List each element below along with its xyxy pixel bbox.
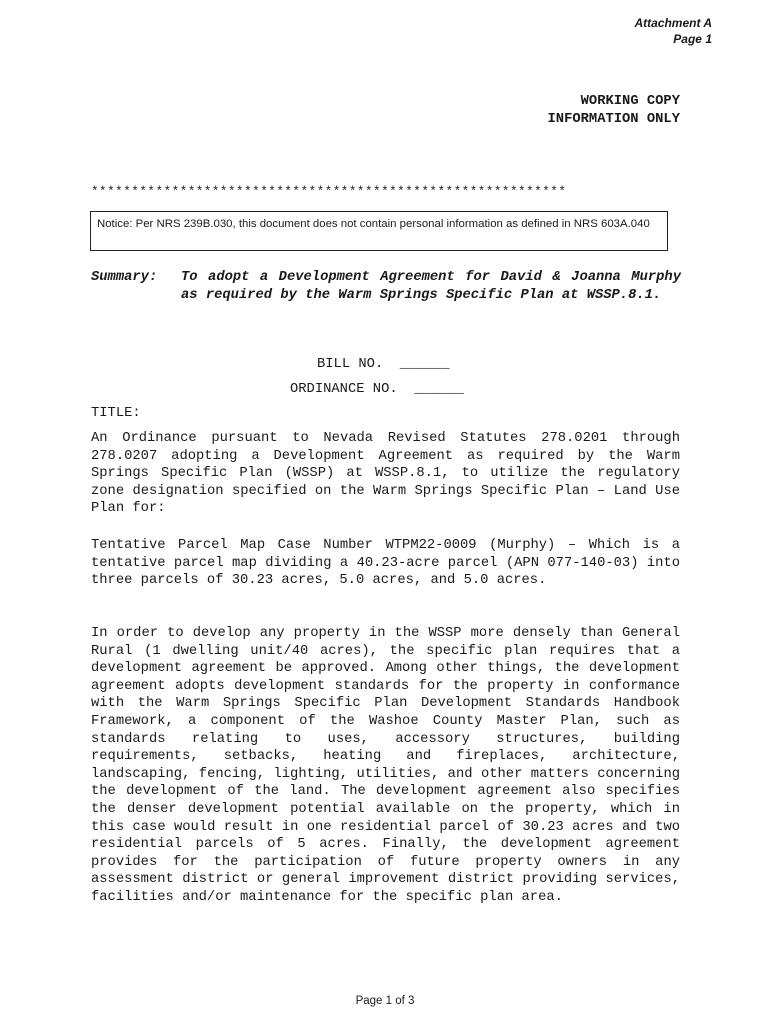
bill-number: BILL NO. ______ xyxy=(317,357,450,372)
development-agreement-paragraph: In order to develop any property in the WSSP more densely than General Rural (1 dwelling unit/40 acres), the specific plan requires that a development agreement be approved. Among other things, the development agreement adopts development standards for the property in conformance with the Warm Springs Specific Plan Development Standards Handbook Framework, a component of the Washoe County Master Plan, such as standards relating to uses, accessory structures, building requirements, setbacks, heating and fireplaces, architecture, landscaping, fencing, lighting, utilities, and other matters concerning the development of the land. The development agreement also specifies the denser development potential available on the property, which in this case would result in one residential parcel of 30.23 acres and two residential parcels of 5 acres. Finally, the development agreement provides for the participation of future property owners in any assessment district or general improvement district providing services, facilities and/or maintenance for the specific plan area. xyxy=(91,626,680,905)
privacy-notice-box: Notice: Per NRS 239B.030, this document does not contain personal information as defined in NRS 603A.040 xyxy=(90,211,668,251)
parcel-map-paragraph: Tentative Parcel Map Case Number WTPM22-0009 (Murphy) – Which is a tentative parcel map dividing a 40.23-acre parcel (APN 077-140-03) into three parcels of 30.23 acres, 5.0 acres, and 5.0 acres. xyxy=(91,538,680,589)
page-footer: Page 1 of 3 xyxy=(355,995,415,1007)
working-copy-line: WORKING COPY xyxy=(580,94,680,109)
title-label: TITLE: xyxy=(91,406,141,421)
summary-label: Summary: xyxy=(91,270,158,285)
attachment-header xyxy=(634,15,712,47)
ordinance-title-paragraph: An Ordinance pursuant to Nevada Revised Statutes 278.0201 through 278.0207 adopting a Development Agreement as required by the Warm Springs Specific Plan (WSSP) at WSSP.8.1, to utilize the regulatory zone designation specified on the Warm Springs Specific Plan – Land Use Plan for: xyxy=(91,431,680,517)
asterisk-separator: *********************************************************** xyxy=(91,185,567,199)
summary-text: To adopt a Development Agreement for David & Joanna Murphy as required by the Warm Springs Specific Plan at WSSP.8.1. xyxy=(181,270,681,303)
information-only-line: INFORMATION ONLY xyxy=(547,112,680,127)
ordinance-number: ORDINANCE NO. ______ xyxy=(290,382,464,397)
attachment-page-number: Page 1 xyxy=(673,32,712,46)
working-copy-stamp xyxy=(548,93,680,129)
attachment-label: Attachment A xyxy=(634,16,712,30)
